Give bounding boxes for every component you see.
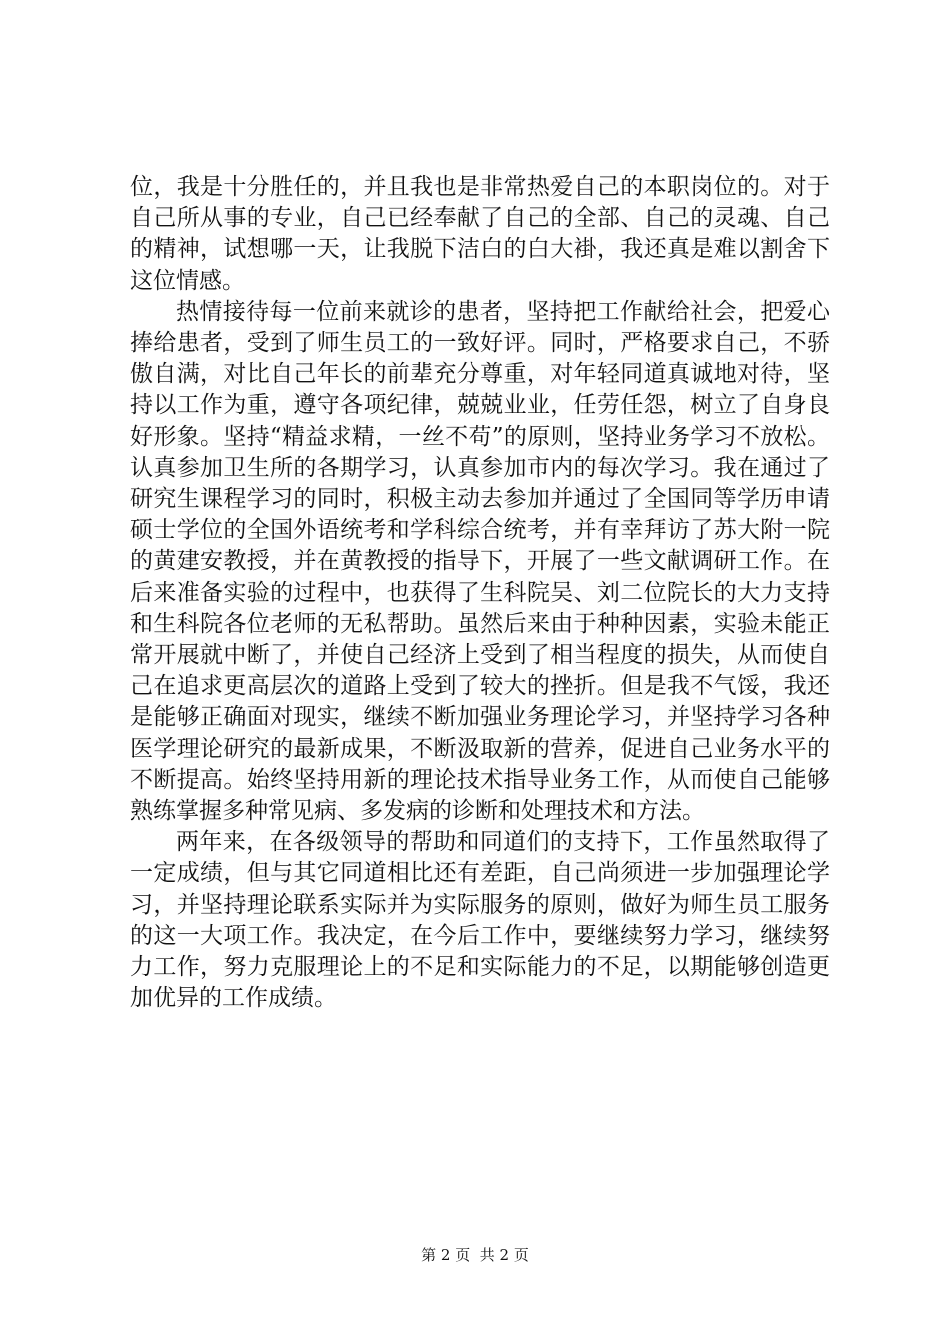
paragraph-1: 位，我是十分胜任的，并且我也是非常热爱自己的本职岗位的。对于自己所从事的专业，自己已经奉献了自己的全部、自己的灵魂、自己的精神，试想哪一天，让我脱下洁白的白大褂，我还真是难以割舍下这位情感。 [130,174,830,294]
page-number-footer: 第 2 页 共 2 页 [421,1246,529,1264]
paragraph-2: 热情接待每一位前来就诊的患者，坚持把工作献给社会，把爱心捧给患者，受到了师生员工的一致好评。同时，严格要求自己，不骄傲自满，对比自己年长的前辈充分尊重，对年轻同道真诚地对待，坚持以工作为重，遵守各项纪律，兢兢业业，任劳任怨，树立了自身良好形象。坚持“精益求精，一丝不苟”的原则，坚持业务学习不放松。认真参加卫生所的各期学习，认真参加市内的每次学习。我在通过了研究生课程学习的同时，积极主动去参加并通过了全国同等学历申请硕士学位的全国外语统考和学科综合统考，并有幸拜访了苏大附一院的黄建安教授，并在黄教授的指导下，开展了一些文献调研工作。在后来准备实验的过程中，也获得了生科院吴、刘二位院长的大力支持和生科院各位老师的无私帮助。虽然后来由于种种因素，实验未能正常开展就中断了，并使自己经济上受到了相当程度的损失，从而使自己在追求更高层次的道路上受到了较大的挫折。但是我不气馁，我还是能够正确面对现实，继续不断加强业务理论学习，并坚持学习各种医学理论研究的最新成果，不断汲取新的营养，促进自己业务水平的不断提高。始终坚持用新的理论技术指导业务工作，从而使自己能够熟练掌握多种常见病、多发病的诊断和处理技术和方法。 [130,298,830,825]
paragraph-3: 两年来，在各级领导的帮助和同道们的支持下，工作虽然取得了一定成绩，但与其它同道相比还有差距，自己尚须进一步加强理论学习，并坚持理论联系实际并为实际服务的原则，做好为师生员工服务的这一大项工作。我决定，在今后工作中，要继续努力学习，继续努力工作，努力克服理论上的不足和实际能力的不足，以期能够创造更加优异的工作成绩。 [130,829,830,1012]
document-body [130,172,830,1014]
